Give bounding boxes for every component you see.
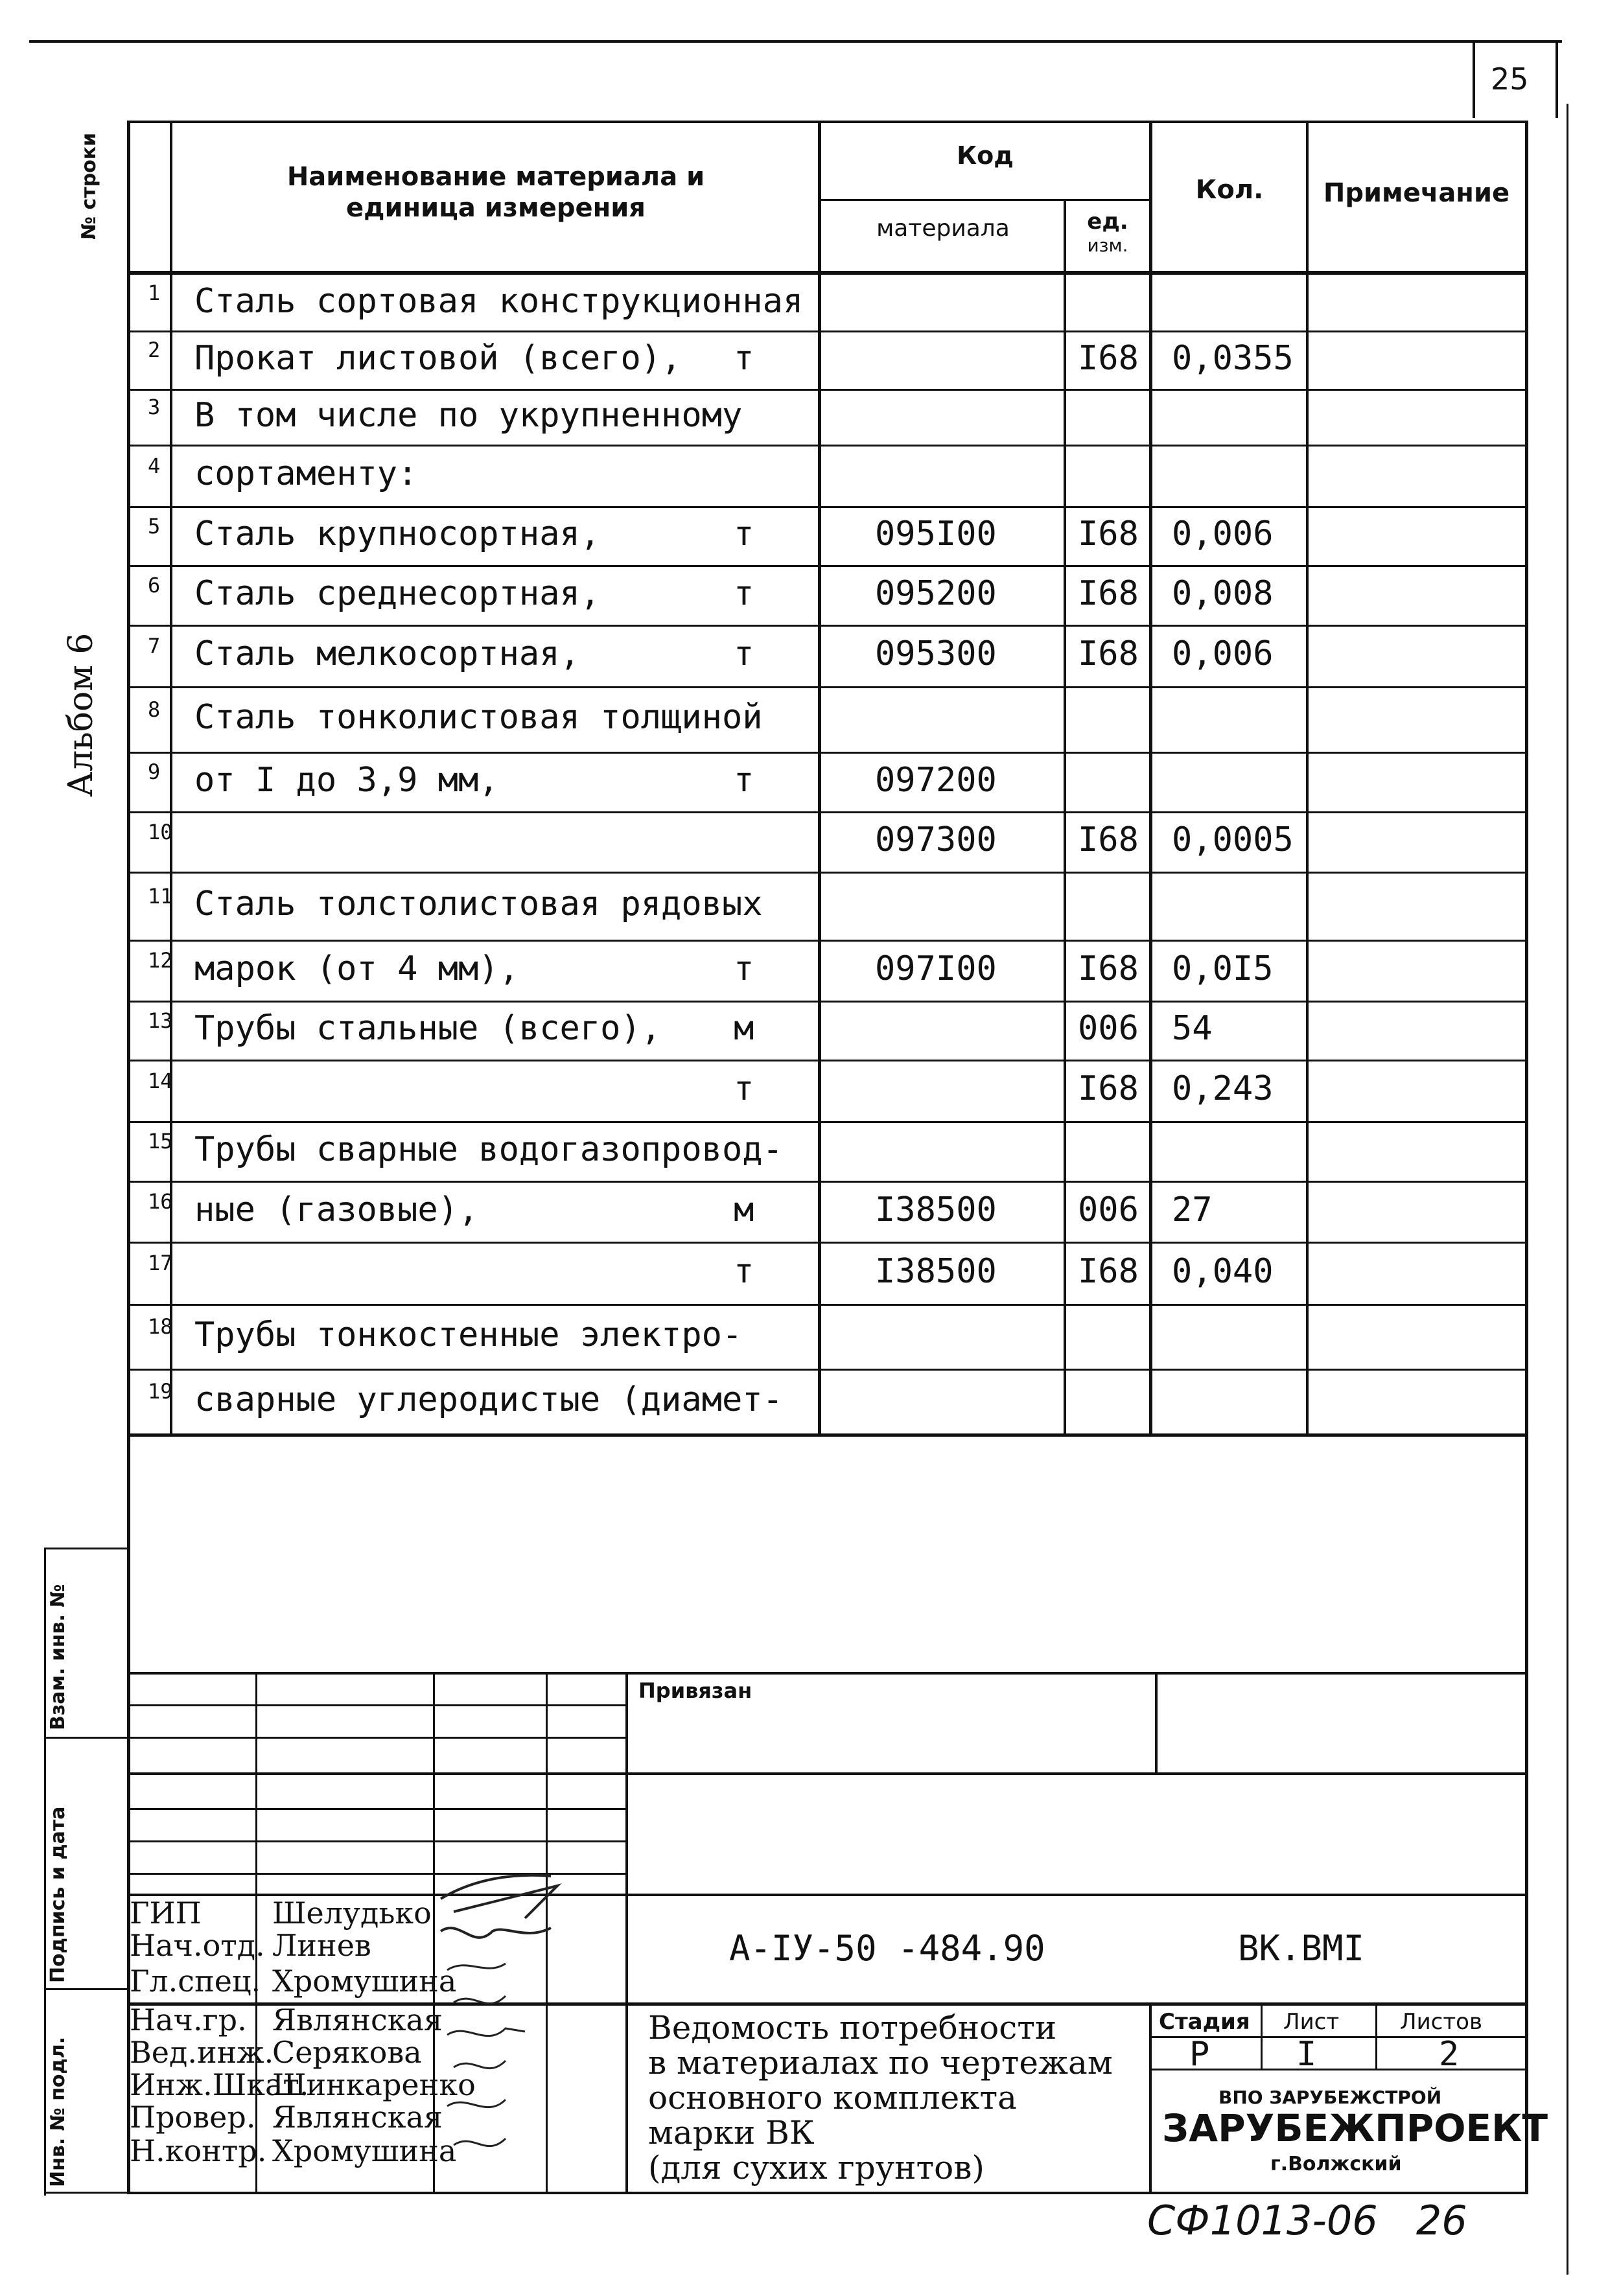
row-unit: т: [734, 634, 754, 674]
row-separator: [127, 1181, 1528, 1183]
signature-name: Являнская: [272, 2002, 443, 2037]
row-separator: [127, 872, 1528, 874]
frame-right: [1525, 121, 1528, 2194]
row-separator: [127, 330, 1528, 332]
row-number: 12: [148, 948, 173, 973]
row-name: Трубы сварные водогазопровод-: [194, 1130, 783, 1169]
margin-sep-2: [44, 1988, 127, 1990]
signature-scribbles: [428, 1866, 596, 2197]
tb-v-stage-3: [1375, 2002, 1377, 2070]
stage-label: Стадия: [1159, 2009, 1250, 2035]
margin-podpis: Подпись и дата: [47, 1806, 69, 1983]
signature-name: Шелудько: [272, 1896, 432, 1931]
row-unit-code: I68: [1078, 1069, 1139, 1109]
row-unit-code: I68: [1078, 515, 1139, 554]
org-line1: ВПО ЗАРУБЕЖСТРОЙ: [1218, 2087, 1442, 2108]
row-unit: т: [734, 1069, 754, 1109]
header-bottom: [127, 271, 1528, 275]
row-name: сортаменту:: [194, 454, 418, 494]
row-separator: [127, 1242, 1528, 1244]
row-separator: [127, 506, 1528, 508]
col-line-2: [818, 121, 821, 1436]
header-code-material: материала: [876, 215, 1010, 242]
margin-inv: Инв. № подл.: [47, 2036, 69, 2187]
row-material-code: 097I00: [875, 949, 997, 988]
signature-name: Серякова: [272, 2035, 422, 2070]
row-number: 1: [148, 281, 161, 306]
row-number: 5: [148, 513, 161, 539]
row-name: от I до 3,9 мм,: [194, 760, 499, 800]
tb-top: [127, 1672, 1528, 1675]
row-separator: [127, 1001, 1528, 1003]
row-qty: 0,243: [1172, 1069, 1274, 1109]
row-name: Прокат листовой (всего),: [194, 338, 682, 378]
page-number-box-right: [1556, 40, 1558, 118]
signature-role: Инж.Шкат.: [130, 2067, 309, 2102]
row-material-code: 097300: [875, 820, 997, 860]
row-separator: [127, 1304, 1528, 1306]
row-unit-code: I68: [1078, 574, 1139, 613]
row-unit-code: I68: [1078, 949, 1139, 988]
title-line: основного комплекта: [648, 2079, 1017, 2116]
outer-right: [1567, 104, 1568, 2275]
row-name: Сталь тонколистовая толщиной: [194, 698, 763, 737]
signature-name: Являнская: [272, 2100, 443, 2135]
row-number: 18: [148, 1314, 173, 1339]
row-separator: [127, 686, 1528, 688]
signature-name: Шинкаренко: [272, 2067, 476, 2102]
tb-h3: [127, 1772, 1528, 1775]
tb-h1: [127, 1704, 626, 1706]
page-number: 25: [1491, 62, 1529, 97]
row-unit: т: [734, 949, 754, 988]
title-line: в материалах по чертежам: [648, 2044, 1113, 2081]
signature-role: Нач.отд.: [130, 1928, 265, 1963]
row-unit-code: I68: [1078, 338, 1139, 378]
tb-v4: [625, 1672, 628, 2194]
row-name: В том числе по укрупненному: [194, 395, 743, 435]
row-qty: 0,0I5: [1172, 949, 1274, 988]
org-name: ЗАРУБЕЖПРОЕКТ: [1162, 2106, 1548, 2150]
privyazan-label: Привязан: [638, 1678, 752, 1703]
signature-role: Нач.гр.: [130, 2002, 247, 2037]
row-material-code: 095I00: [875, 515, 997, 554]
top-rule: [29, 40, 1562, 43]
row-material-code: I38500: [875, 1251, 997, 1291]
row-separator: [127, 389, 1528, 391]
row-qty: 0,0355: [1172, 338, 1294, 378]
frame-bottom: [127, 2192, 1528, 2194]
frame-top: [127, 121, 1528, 123]
doc-mark: ВК.ВМI: [1238, 1928, 1365, 1969]
header-name-2: единица измерения: [346, 193, 646, 223]
header-row-no: № строки: [78, 132, 100, 240]
row-number: 7: [148, 633, 161, 658]
row-number: 2: [148, 338, 161, 363]
row-qty: 54: [1172, 1009, 1213, 1049]
row-qty: 0,006: [1172, 634, 1274, 674]
tb-h5: [127, 1840, 626, 1842]
tb-h2: [127, 1737, 626, 1739]
album-label: Альбом 6: [62, 632, 100, 797]
row-name: ные (газовые),: [194, 1190, 479, 1229]
header-note: Примечание: [1323, 178, 1510, 208]
row-material-code: 095300: [875, 634, 997, 674]
row-unit-code: 006: [1078, 1190, 1139, 1229]
row-name: сварные углеродистые (диамет-: [194, 1380, 783, 1419]
row-name: Трубы стальные (всего),: [194, 1009, 662, 1049]
row-name: Сталь крупносортная,: [194, 515, 601, 554]
handwritten-footer: СФ1013-06 26: [1147, 2197, 1467, 2244]
row-number: 9: [148, 760, 161, 785]
margin-bottom: [44, 2192, 127, 2194]
row-number: 3: [148, 395, 161, 420]
row-name: Сталь мелкосортная,: [194, 634, 580, 674]
row-qty: 0,006: [1172, 515, 1274, 554]
row-unit: т: [734, 1251, 754, 1291]
col-line-3: [1064, 199, 1066, 1436]
title-line: (для сухих грунтов): [648, 2149, 985, 2186]
org-city: г.Волжский: [1270, 2153, 1402, 2175]
row-separator: [127, 940, 1528, 942]
row-number: 17: [148, 1251, 173, 1276]
sheet-value: I: [1296, 2035, 1317, 2074]
row-qty: 0,040: [1172, 1251, 1274, 1291]
signature-role: Н.контр.: [130, 2133, 267, 2168]
row-separator: [127, 1369, 1528, 1371]
row-material-code: 097200: [875, 760, 997, 800]
row-unit: м: [734, 1009, 754, 1049]
row-separator: [127, 752, 1528, 754]
row-name: Трубы тонкостенные электро-: [194, 1315, 743, 1354]
signature-name: Линев: [272, 1928, 371, 1963]
row-material-code: I38500: [875, 1190, 997, 1229]
row-number: 4: [148, 453, 161, 478]
tb-v-privyazan: [1155, 1672, 1158, 1774]
row-name: марок (от 4 мм),: [194, 949, 519, 988]
signature-role: ГИП: [130, 1896, 202, 1931]
row-name: Сталь толстолистовая рядовых: [194, 885, 763, 924]
row-unit: т: [734, 515, 754, 554]
sheets-value: 2: [1439, 2035, 1460, 2074]
row-qty: 0,008: [1172, 574, 1274, 613]
sheet-label: Лист: [1283, 2009, 1340, 2035]
signature-role: Провер.: [130, 2100, 256, 2135]
tb-v-stage: [1149, 2002, 1152, 2194]
tb-v-stage-2: [1261, 2002, 1263, 2070]
row-unit: т: [734, 760, 754, 800]
page-number-box-left: [1473, 40, 1475, 118]
header-name-1: Наименование материала и: [286, 162, 705, 192]
header-code-unit-2: изм.: [1087, 235, 1128, 256]
row-separator: [127, 811, 1528, 813]
title-line: Ведомость потребности: [648, 2009, 1057, 2047]
signature-name: Хромушина: [272, 2133, 457, 2168]
header-qty: Кол.: [1195, 175, 1264, 205]
row-number: 13: [148, 1008, 173, 1033]
tb-h4: [127, 1808, 626, 1810]
col-line-4: [1149, 121, 1152, 1436]
signature-name: Хромушина: [272, 1964, 457, 1999]
col-line-5: [1306, 121, 1309, 1436]
row-qty: 0,0005: [1172, 820, 1294, 860]
row-separator: [127, 1060, 1528, 1061]
signature-role: Гл.спец.: [130, 1964, 261, 1999]
header-code-unit-1: ед.: [1087, 209, 1128, 235]
row-number: 16: [148, 1189, 173, 1214]
row-unit: т: [734, 338, 754, 378]
header-code: Код: [957, 141, 1014, 170]
row-unit: м: [734, 1190, 754, 1229]
row-number: 19: [148, 1379, 173, 1404]
row-unit-code: I68: [1078, 634, 1139, 674]
signature-role: Вед.инж.: [130, 2035, 274, 2070]
row-separator: [127, 625, 1528, 627]
row-number: 8: [148, 697, 161, 722]
row-number: 15: [148, 1129, 173, 1154]
title-line: марки ВК: [648, 2114, 815, 2151]
header-line-code: [820, 199, 1151, 201]
col-line-1: [170, 121, 172, 1436]
row-number: 14: [148, 1068, 173, 1093]
row-material-code: 095200: [875, 574, 997, 613]
row-number: 6: [148, 573, 161, 598]
row-unit-code: I68: [1078, 820, 1139, 860]
row-separator: [127, 1121, 1528, 1123]
margin-vzam: Взам. инв. №: [47, 1584, 69, 1730]
stage-value: Р: [1189, 2035, 1210, 2074]
row-name: Сталь сортовая конструкционная: [194, 281, 804, 321]
sheets-label: Листов: [1400, 2009, 1483, 2035]
frame-left: [127, 121, 130, 2194]
row-number: 10: [148, 819, 173, 844]
row-unit: т: [734, 574, 754, 613]
row-separator: [127, 445, 1528, 446]
doc-code: А-IУ-50 -484.90: [729, 1928, 1045, 1969]
row-unit-code: I68: [1078, 1251, 1139, 1291]
table-bottom: [127, 1433, 1528, 1437]
row-qty: 27: [1172, 1190, 1213, 1229]
row-number: 11: [148, 883, 173, 909]
row-name: Сталь среднесортная,: [194, 574, 601, 613]
row-separator: [127, 565, 1528, 567]
margin-left: [44, 1548, 46, 2196]
row-unit-code: 006: [1078, 1009, 1139, 1049]
